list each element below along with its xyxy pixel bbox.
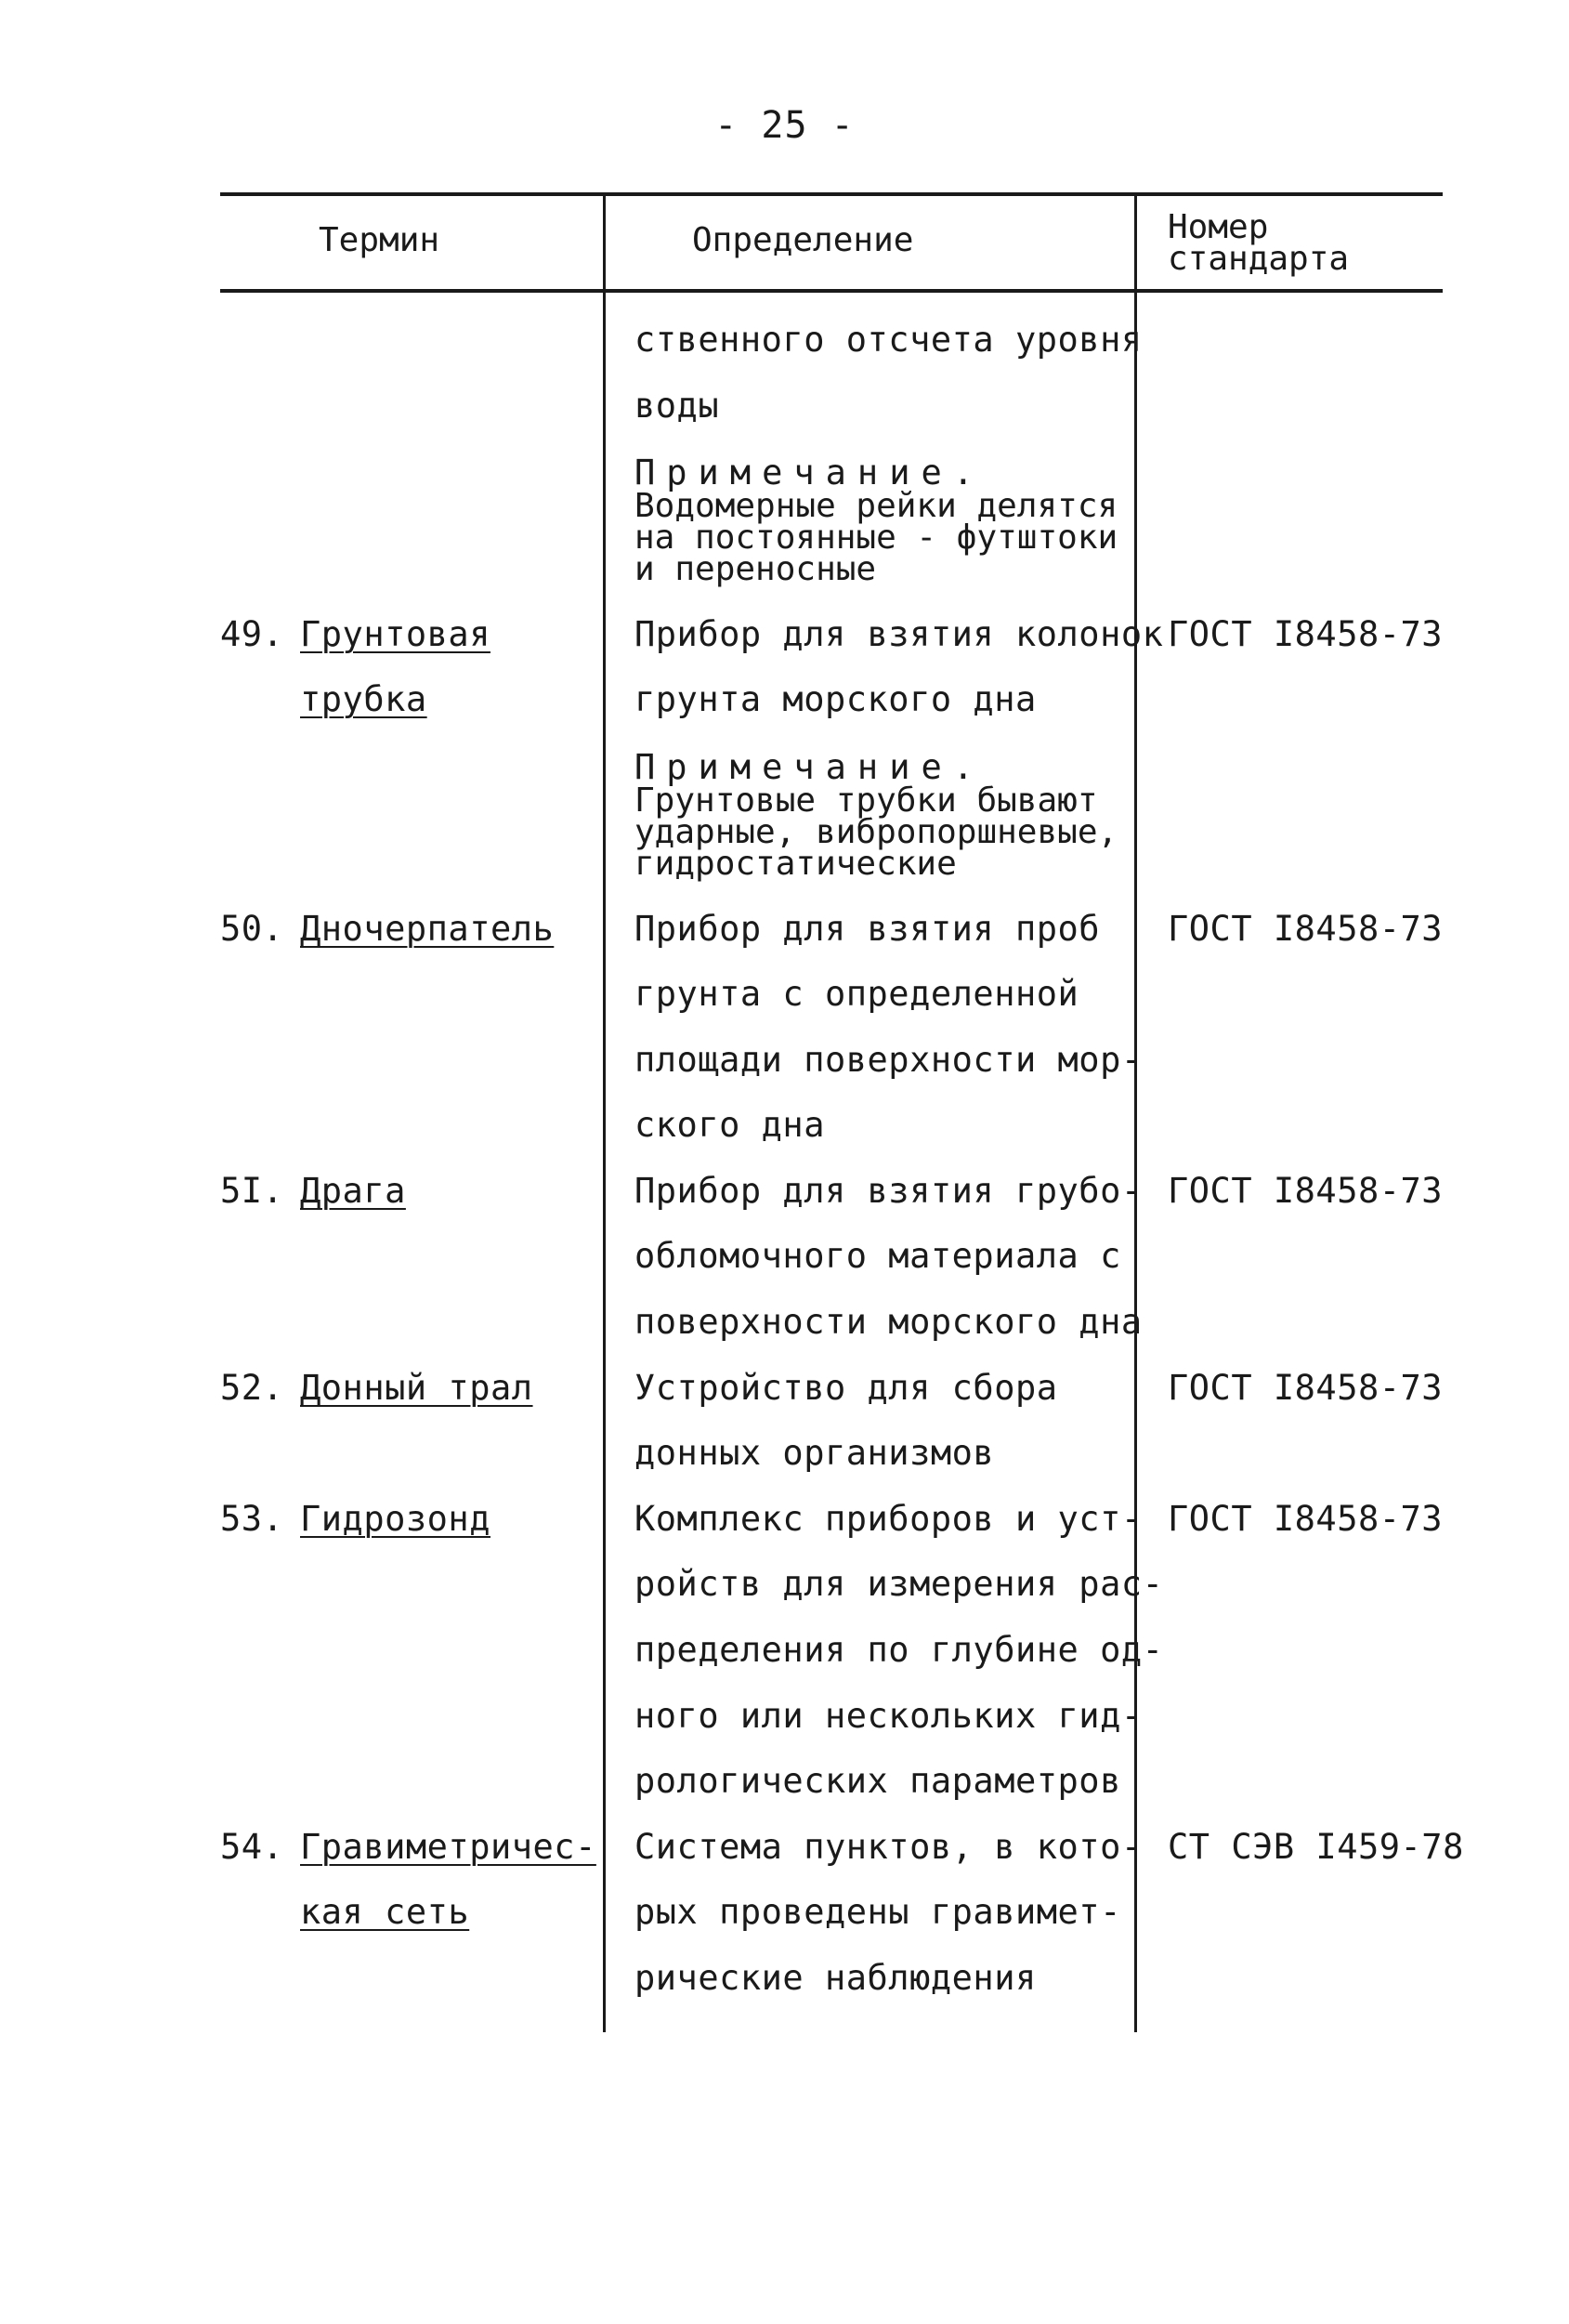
row-number: 54. — [220, 1827, 284, 1867]
term-name: кая сеть — [300, 1892, 470, 1932]
definition-line: Система пунктов, в кото- — [634, 1827, 1143, 1867]
term-name: Грунтовая — [300, 614, 490, 654]
definition-line: Комплекс приборов и уст- — [634, 1499, 1143, 1539]
page-number: - 25 - — [714, 104, 855, 147]
term-name: Дночерпатель — [300, 909, 555, 949]
continuation-note-line: Водомерные рейки делятся — [634, 487, 1118, 525]
note-label: Примечание. — [634, 747, 986, 787]
note-line: ударные, вибропоршневые, — [634, 813, 1118, 851]
term-name: трубка — [300, 679, 427, 719]
definition-line: ского дна — [634, 1105, 825, 1145]
standard-number: ГОСТ I8458-73 — [1168, 1368, 1444, 1408]
header-definition: Определение — [692, 221, 914, 259]
term-name: Гравиметричес- — [300, 1827, 596, 1867]
row-number: 50. — [220, 909, 284, 949]
row-number: 53. — [220, 1499, 284, 1539]
definition-line: пределения по глубине од- — [634, 1630, 1164, 1670]
row-number: 5I. — [220, 1171, 284, 1211]
continuation-note-line: на постоянные - футштоки — [634, 519, 1118, 557]
header-standard-line1: Номер — [1168, 208, 1269, 246]
definition-line: Прибор для взятия проб — [634, 909, 1101, 949]
note-line: Грунтовые трубки бывают — [634, 781, 1098, 820]
standard-number: ГОСТ I8458-73 — [1168, 909, 1444, 949]
standard-number: ГОСТ I8458-73 — [1168, 1499, 1444, 1539]
definition-line: рические наблюдения — [634, 1958, 1037, 1998]
definition-line: Устройство для сбора — [634, 1368, 1058, 1408]
header-bottom-rule — [220, 289, 1443, 293]
note-line: гидростатические — [634, 845, 957, 883]
definition-line: ного или нескольких гид- — [634, 1696, 1143, 1736]
definition-line: обломочного материала с — [634, 1236, 1121, 1276]
definition-line: рологических параметров — [634, 1761, 1121, 1801]
row-number: 49. — [220, 614, 284, 654]
continuation-definition-line: ственного отсчета уровня — [634, 320, 1143, 360]
definition-line: грунта морского дна — [634, 679, 1037, 719]
definition-line: рых проведены гравимет- — [634, 1892, 1121, 1932]
term-name: Драга — [300, 1171, 406, 1211]
term-name: Гидрозонд — [300, 1499, 490, 1539]
continuation-definition-line: воды — [634, 386, 720, 426]
term-name: Донный трал — [300, 1368, 533, 1408]
header-standard-line2: стандарта — [1168, 240, 1350, 278]
definition-line: донных организмов — [634, 1433, 995, 1473]
column-divider-1 — [603, 192, 606, 2032]
definition-line: Прибор для взятия грубо- — [634, 1171, 1143, 1211]
definition-line: площади поверхности мор- — [634, 1040, 1143, 1080]
definition-line: Прибор для взятия колонок — [634, 614, 1164, 654]
table-top-rule — [220, 192, 1443, 196]
definition-line: ройств для измерения рас- — [634, 1564, 1164, 1604]
definition-line: поверхности морского дна — [634, 1302, 1143, 1342]
standard-number: ГОСТ I8458-73 — [1168, 1171, 1444, 1211]
continuation-note-label: Примечание. — [634, 453, 986, 492]
standard-number: ГОСТ I8458-73 — [1168, 614, 1444, 654]
header-term: Термин — [319, 221, 440, 259]
standard-number: СТ СЭВ I459-78 — [1168, 1827, 1464, 1867]
definition-line: грунта с определенной — [634, 974, 1079, 1014]
continuation-note-line: и переносные — [634, 550, 877, 588]
row-number: 52. — [220, 1368, 284, 1408]
column-divider-2 — [1134, 192, 1137, 2032]
